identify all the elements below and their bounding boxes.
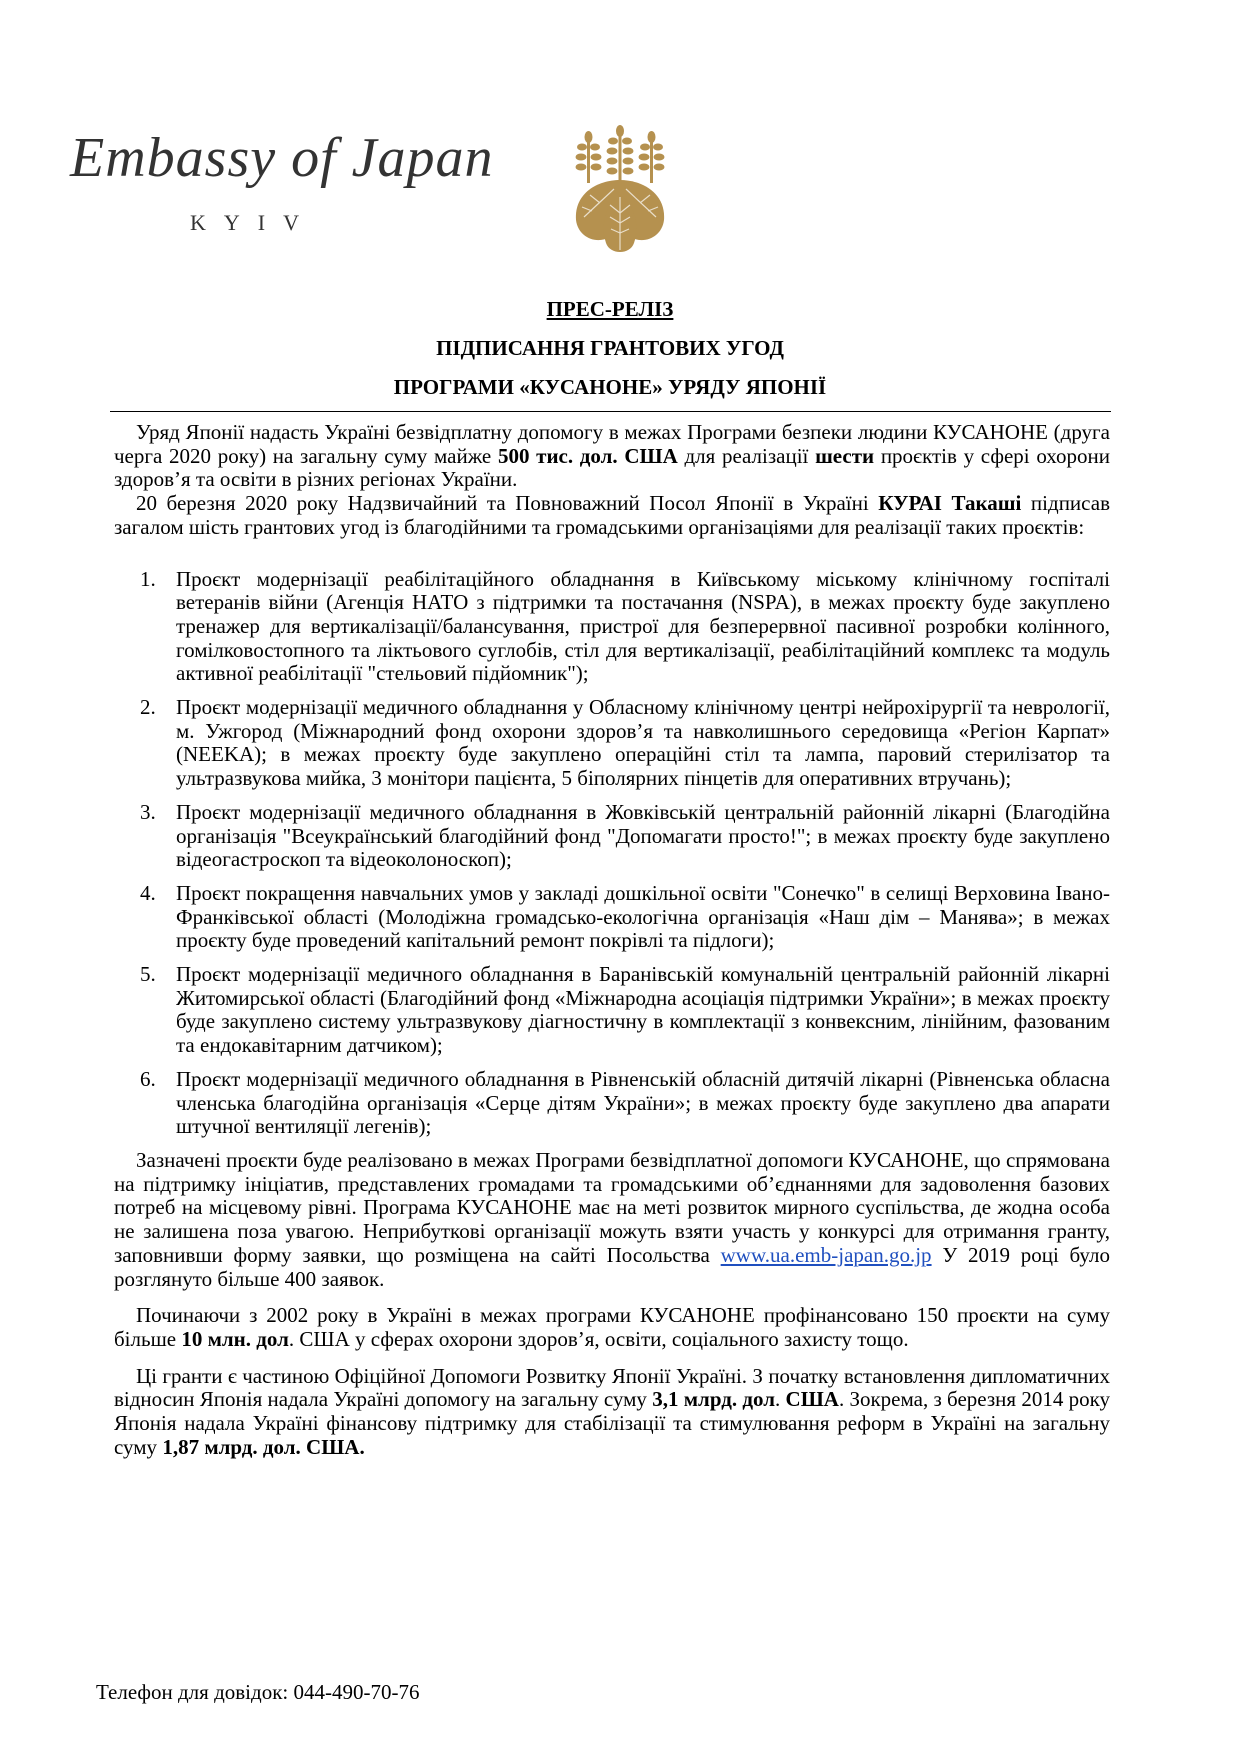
- list-item-text: Проєкт модернізації медичного обладнання в Рівненській обласній дитячій лікарні (Рівненська обласна членська благодійна організація «Серце дітям України»; в межах проєкту буде закуплено два апарати штучної вентиляції легенів);: [176, 1066, 1110, 1139]
- grant-amount: 500 тис. дол. США: [497, 443, 678, 468]
- embassy-website-link[interactable]: www.ua.emb-japan.go.jp: [720, 1242, 932, 1267]
- list-item-number: 2.: [140, 695, 156, 720]
- list-item-number: 3.: [140, 799, 156, 824]
- ambassador-name: КУРАІ Такаші: [878, 491, 1022, 516]
- text-span: . США у сферах охорони здоров’я, освіти, соціального захисту тощо.: [288, 1326, 909, 1351]
- total-funding-amount: 10 млн. дол: [181, 1326, 289, 1351]
- intro-paragraph-2: [114, 492, 1110, 539]
- list-item-number: 1.: [140, 566, 156, 591]
- project-count: шести: [815, 443, 875, 468]
- text-span: Уряд Японії надасть Україні безвідплатну допомогу в межах Програми безпеки людини КУСАНОНЕ (друга черга 2020 року) на загальну суму майже: [114, 420, 1110, 468]
- press-release-program-title: ПРОГРАМИ «КУСАНОНЕ» УРЯДУ ЯПОНІЇ: [393, 375, 827, 399]
- list-item-number: 5.: [140, 962, 156, 987]
- text-span: для реалізації: [677, 443, 816, 468]
- list-item-number: 6.: [140, 1066, 156, 1091]
- oda-paragraph: [114, 1365, 1110, 1460]
- list-item: [114, 568, 1110, 687]
- list-item-text: Проєкт модернізації медичного обладнання у Обласному клінічному центрі нейрохірургії та неврології, м. Ужгород (Міжнародний фонд охорони здоров’я та навколишнього середовища «Регіон Карпат» (NEEKA); в межах проєкту буде закуплено операційні стіл та лампа, паровий стерилізатор та ультразвукова мийка, 3 монітори пацієнта, 5 біполярних пінцетів для оперативних втручань);: [176, 695, 1110, 791]
- text-span: проєктів у сфері охорони здоров’я та освіти в різних регіонах України.: [114, 443, 1110, 492]
- intro-paragraph-1: [114, 421, 1110, 492]
- list-item: [114, 801, 1110, 872]
- heading-divider: [110, 411, 1111, 412]
- text-span: підписав загалом шість грантових угод із благодійними та громадськими організаціями для реалізації таких проєктів:: [114, 491, 1110, 539]
- currency-label: США: [785, 1387, 839, 1412]
- press-release-body: [114, 421, 1110, 1459]
- embassy-logo-text: Embassy of Japan: [70, 127, 494, 189]
- funding-history-paragraph: [114, 1304, 1110, 1351]
- program-description-paragraph: [114, 1149, 1110, 1291]
- text-span: .: [775, 1387, 786, 1412]
- paulownia-crest-icon: [570, 125, 670, 260]
- contact-phone: Телефон для довідок: 044-490-70-76: [96, 1680, 420, 1704]
- oda-total-amount: 3,1 млрд. дол: [652, 1387, 775, 1412]
- reform-support-amount: 1,87 млрд. дол. США.: [162, 1434, 365, 1459]
- press-release-title: ПРЕС-РЕЛІЗ: [546, 297, 674, 321]
- text-span: 20 березня 2020 року Надзвичайний та Повноважний Посол Японії в Україні: [136, 491, 879, 516]
- text-span: Зазначені проєкти буде реалізовано в межах Програми безвідплатної допомоги КУСАНОНЕ, що спрямована на підтримку ініціатив, представлених громадами та громадськими об’єднаннями для задоволення базових потреб на місцевому рівні. Програма КУСАНОНЕ має на меті розвиток мирного суспільства, де жодна особа не залишена поза увагою. Неприбуткові організації можуть взяти участь у конкурсі для отримання гранту, заповнивши форму заявки, що розміщена на сайті Посольства: [114, 1147, 1110, 1267]
- list-item-text: Проєкт модернізації медичного обладнання в Баранівській комунальній центральній районній лікарні Житомирської області (Благодійний фонд «Міжнародна асоціація підтримки України»; в межах проєкту буде закуплено систему ультразвукову діагностичну в комплектації з конвексним, лінійним, фазованим та ендокавітарним датчиком);: [176, 962, 1110, 1058]
- list-item-text: Проєкт покращення навчальних умов у закладі дошкільної освіти "Сонечко" в селищі Верховина Івано-Франківської області (Молодіжна громадсько-екологічна організація «Наш дім – Манява»; в межах проєкту буде проведений капітальний ремонт покрівлі та підлоги);: [176, 880, 1110, 953]
- text-span: . Зокрема, з березня 2014 року Японія надала Україні фінансову підтримку для стабілізації та стимулювання реформ в Україні на загальну суму: [114, 1387, 1110, 1459]
- list-item-number: 4.: [140, 880, 156, 905]
- list-item: [114, 882, 1110, 953]
- text-span: Починаючи з 2002 року в Україні в межах програми КУСАНОНЕ профінансовано 150 проєкти на суму більше: [114, 1303, 1110, 1351]
- list-item: [114, 963, 1110, 1058]
- press-release-subtitle: ПІДПИСАННЯ ГРАНТОВИХ УГОД: [436, 336, 784, 360]
- text-span: У 2019 році було розглянуто більше 400 заявок.: [114, 1242, 1110, 1291]
- list-item: [114, 696, 1110, 791]
- list-item-text: Проєкт модернізації реабілітаційного обладнання в Київському міському клінічному госпіталі ветеранів війни (Агенція НАТО з підтримки та постачання (NSPA), в межах проєкту буде закуплено тренажер для вертикалізації/балансування, пристрої для безперервної пасивної розробки колінного, гомілковостопного та ліктьового суглобів, стіл для вертикалізації, реабілітаційний комплекс та модуль активної реабілітації "стельовий підйомник");: [176, 566, 1110, 686]
- list-item-text: Проєкт модернізації медичного обладнання в Жовківській центральній районній лікарні (Благодійна організація "Всеукраїнський благодійний фонд "Допомагати просто!"; в межах проєкту буде закуплено відеогастроскоп та відеоколоноскоп);: [176, 799, 1110, 872]
- list-item: [114, 1068, 1110, 1139]
- embassy-city: KYIV: [190, 210, 317, 235]
- text-span: Ці гранти є частиною Офіційної Допомоги Розвитку Японії Україні. З початку встановлення дипломатичних відносин Японія надала Україні допомогу на загальну суму: [114, 1363, 1110, 1412]
- projects-list: [114, 568, 1110, 1139]
